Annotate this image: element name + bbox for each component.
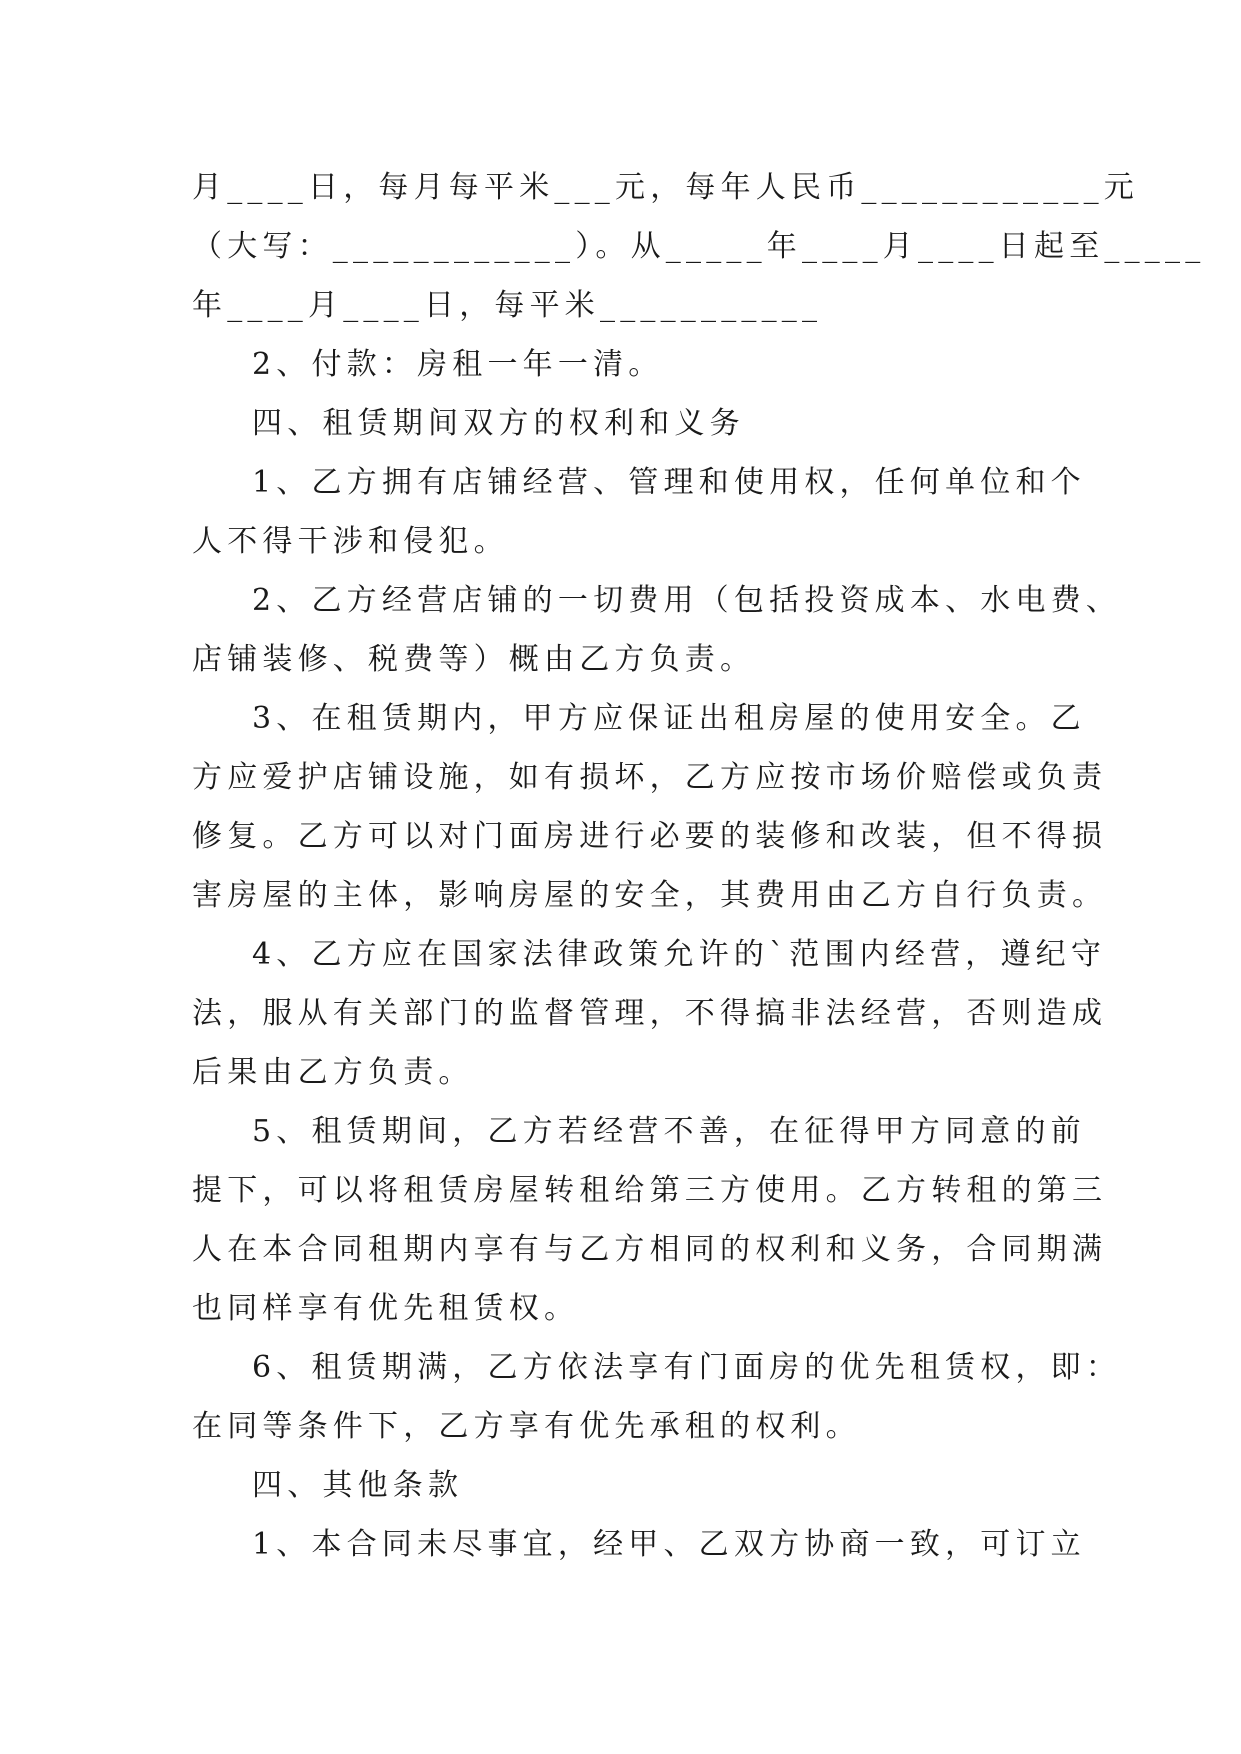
text-line: 3、在租赁期内，甲方应保证出租房屋的使用安全。乙 bbox=[252, 701, 1086, 736]
text-line: 2、乙方经营店铺的一切费用（包括投资成本、水电费、 bbox=[252, 583, 1122, 618]
section-heading-rights: 四、租赁期间双方的权利和义务 bbox=[252, 406, 745, 441]
section-heading-other: 四、其他条款 bbox=[252, 1468, 464, 1503]
text-line: 6、租赁期满，乙方依法享有门面房的优先租赁权，即： bbox=[252, 1350, 1122, 1385]
text-line: 人在本合同租期内享有与乙方相同的权利和义务，合同期满 bbox=[192, 1232, 1108, 1267]
payment-clause: 2、付款：房租一年一清。 bbox=[252, 347, 664, 382]
text-line: 5、租赁期间，乙方若经营不善，在征得甲方同意的前 bbox=[252, 1114, 1086, 1149]
text-line: 1、本合同未尽事宜，经甲、乙双方协商一致，可订立 bbox=[252, 1527, 1086, 1562]
text-line: 也同样享有优先租赁权。 bbox=[192, 1291, 580, 1326]
text-line: 年____月____日，每平米___________ bbox=[192, 288, 823, 323]
text-line: 修复。乙方可以对门面房进行必要的装修和改装，但不得损 bbox=[192, 819, 1108, 854]
text-line: 提下，可以将租赁房屋转租给第三方使用。乙方转租的第三 bbox=[192, 1173, 1108, 1208]
text-line: 后果由乙方负责。 bbox=[192, 1055, 474, 1090]
text-line: 法，服从有关部门的监督管理，不得搞非法经营，否则造成 bbox=[192, 996, 1108, 1031]
text-line: 4、乙方应在国家法律政策允许的`范围内经营，遵纪守 bbox=[252, 937, 1107, 972]
text-line: 店铺装修、税费等）概由乙方负责。 bbox=[192, 642, 756, 677]
text-line: 害房屋的主体，影响房屋的安全，其费用由乙方自行负责。 bbox=[192, 878, 1108, 913]
text-line: 1、乙方拥有店铺经营、管理和使用权，任何单位和个 bbox=[252, 465, 1086, 500]
text-line: （大写：____________）。从_____年____月____日起至_____ bbox=[192, 229, 1206, 264]
document-page bbox=[192, 158, 1206, 1574]
text-line: 人不得干涉和侵犯。 bbox=[192, 524, 509, 559]
text-line: 在同等条件下，乙方享有优先承租的权利。 bbox=[192, 1409, 861, 1444]
text-line: 月____日，每月每平米___元，每年人民币____________元 bbox=[192, 170, 1139, 205]
text-line: 方应爱护店铺设施，如有损坏，乙方应按市场价赔偿或负责 bbox=[192, 760, 1108, 795]
